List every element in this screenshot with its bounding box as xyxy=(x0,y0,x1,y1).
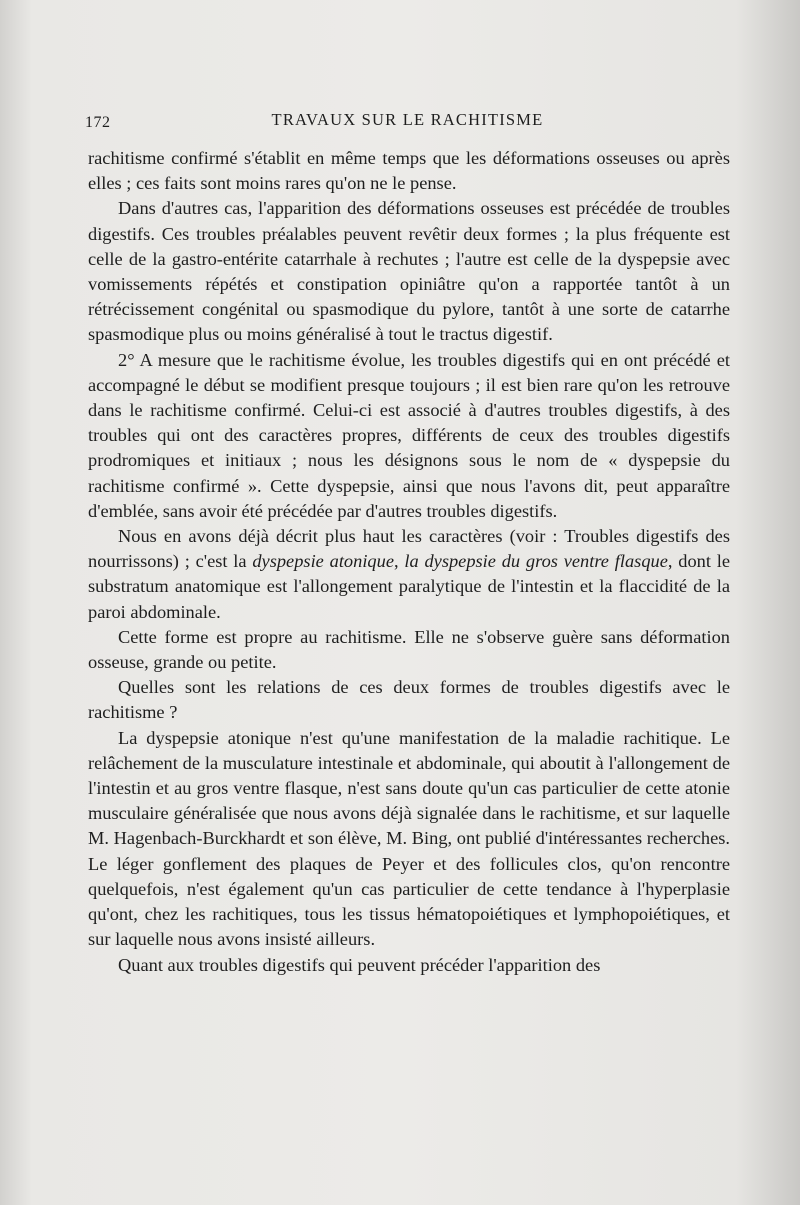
paragraph-4-italic-1: dyspepsie atonique xyxy=(252,551,394,572)
page-number: 172 xyxy=(85,114,111,131)
paragraph-4-text-c: , dont le substratum anatomique est l'allongement paralytique de l'intestin et la flaccidité de la paroi abdominale. xyxy=(88,551,731,622)
body-text xyxy=(88,146,730,978)
paragraph-4-text-b: , xyxy=(393,551,405,572)
paragraph-4-italic-2: la dyspepsie du gros ventre flasque xyxy=(404,551,668,572)
paragraph-2: Dans d'autres cas, l'apparition des déformations osseuses est précédée de troubles digestifs. Ces troubles préalables peuvent revêtir deux formes ; la plus fréquente est celle de la gastro-entérite catarrhale à rechutes ; l'autre est celle de la dyspepsie avec vomissements répétés et constipation opiniâtre qu'on a rapportée tantôt à un rétrécissement congénital ou spasmodique du pylore, tantôt à une sorte de catarrhe spasmodique plus ou moins généralisé à tout le tractus digestif. xyxy=(88,198,730,345)
paragraph-5: Cette forme est propre au rachitisme. Elle ne s'observe guère sans déformation osseuse, grande ou petite. xyxy=(88,626,730,673)
paragraph-7: La dyspepsie atonique n'est qu'une manifestation de la maladie rachitique. Le relâchement de la musculature intestinale et abdominale, qui aboutit à l'allongement de l'intestin et au gros ventre flasque, n'est sans doute qu'un cas particulier de cette atonie musculaire généralisée que nous avons déjà signalée dans le rachitisme, et sur laquelle M. Hagenbach-Burckhardt et son élève, M. Bing, ont publié d'intéressantes recherches. Le léger gonflement des plaques de Peyer et des follicules clos, qu'on rencontre quelquefois, n'est également qu'un cas particulier de cette tendance à l'hyperplasie qu'ont, chez les rachitiques, tous les tissus hématopoiétiques et lymphopoiétiques, et sur laquelle nous avons insisté ailleurs. xyxy=(88,727,730,950)
paragraph-6: Quelles sont les relations de ces deux formes de troubles digestifs avec le rachitisme ? xyxy=(88,677,730,723)
paragraph-4-text-a: Nous en avons déjà décrit plus haut les caractères (voir : Troubles digestifs des nourrissons) ; c'est la xyxy=(88,526,730,572)
paragraph-3: 2° A mesure que le rachitisme évolue, les troubles digestifs qui en ont précédé et accompagné le début se modifient presque toujours ; il est bien rare qu'on les retrouve dans le rachitisme confirmé. Celui-ci est associé à d'autres troubles digestifs, à des troubles qui ont des caractères propres, différents de ceux des troubles digestifs prodromiques et initiaux ; nous les désignons sous le nom de « dyspepsie du rachitisme confirmé ». Cette dyspepsie, ainsi que nous l'avons dit, peut apparaître d'emblée, sans avoir été précédée par d'autres troubles digestifs. xyxy=(88,349,730,521)
running-title: TRAVAUX SUR LE RACHITISME xyxy=(271,110,544,129)
paragraph-1: rachitisme confirmé s'établit en même temps que les déformations osseuses ou après elles ; ces faits sont moins rares qu'on ne le pense. xyxy=(88,148,730,194)
page-header xyxy=(85,110,730,136)
paragraph-8: Quant aux troubles digestifs qui peuvent précéder l'apparition des xyxy=(118,954,601,975)
paragraph-4 xyxy=(88,524,730,625)
